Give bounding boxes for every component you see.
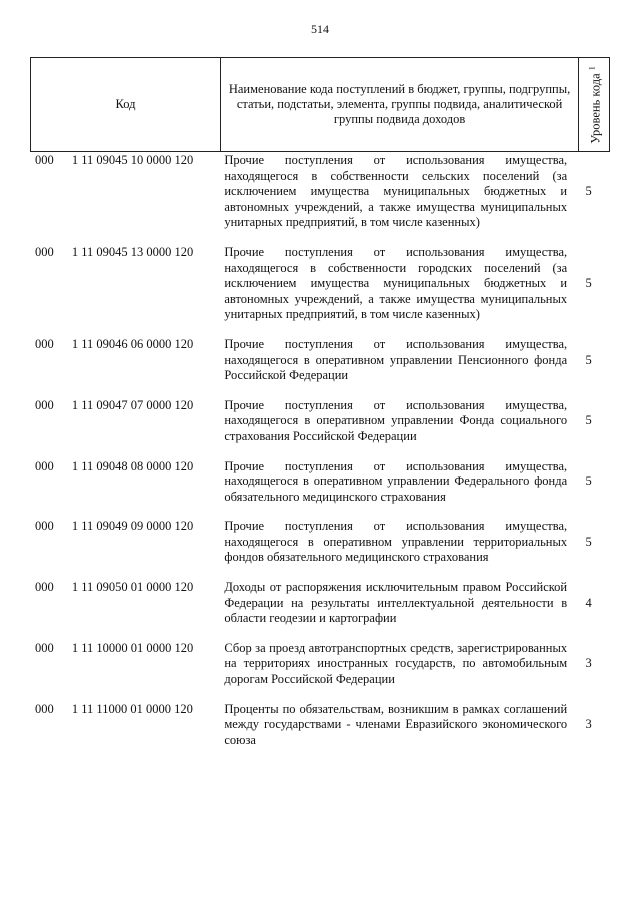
code-level: 5	[585, 352, 592, 367]
admin-code: 000	[35, 244, 54, 259]
table-row	[30, 519, 610, 580]
income-name: Прочие поступления от использования имущества, находящегося в оперативном управлении Федерального фонда обязательного медицинского страхования	[224, 458, 568, 504]
income-name: Прочие поступления от использования имущества, находящегося в оперативном управлении территориальных фондов обязательного медицинского страхования	[224, 519, 568, 565]
admin-code: 000	[35, 640, 54, 655]
header-name: Наименование кода поступлений в бюджет, группы, подгруппы, статьи, подстатьи, элемента, группы подвида, аналитической группы подвида доходов	[220, 58, 578, 151]
income-name: Сбор за проезд автотранспортных средств, зарегистрированных на территориях иностранных государств, по автомобильным дорогам Российской Федерации	[224, 640, 568, 687]
admin-code: 000	[35, 519, 54, 534]
code-level: 5	[585, 184, 592, 199]
code-level: 3	[585, 717, 592, 732]
header-level-label: Уровень кода	[588, 72, 603, 144]
income-name: Прочие поступления от использования имущества, находящегося в собственности городских поселений (за исключением имущества муниципальных бюджетных и автономных учреждений, а также имущества муниципальных унитарных предприятий, в том числе казенных)	[224, 244, 568, 322]
income-code: 1 11 09047 07 0000 120	[71, 397, 194, 412]
income-name: Прочие поступления от использования имущества, находящегося в оперативном управлении Пенсионного фонда Российской Федерации	[224, 336, 568, 383]
table-row	[30, 245, 610, 337]
header-code: Код	[30, 58, 220, 151]
income-code: 1 11 09045 10 0000 120	[71, 153, 194, 167]
admin-code: 000	[35, 153, 54, 167]
table-row	[30, 459, 610, 520]
income-code: 1 11 09049 09 0000 120	[71, 519, 194, 534]
table-row	[30, 702, 610, 763]
income-name: Прочие поступления от использования имущества, находящегося в собственности сельских поселений (за исключением имущества муниципальных бюджетных и автономных учреждений, а также имущества муниципальных унитарных предприятий, в том числе казенных)	[224, 153, 568, 230]
admin-code: 000	[35, 336, 54, 351]
income-code: 1 11 09050 01 0000 120	[71, 580, 194, 595]
table-body	[30, 153, 610, 762]
income-code: 1 11 11000 01 0000 120	[71, 701, 193, 716]
header-level-footnote: 1	[587, 65, 597, 70]
header-level	[578, 58, 610, 151]
header-level-text	[585, 66, 604, 144]
code-level: 5	[585, 276, 592, 291]
income-name: Прочие поступления от использования имущества, находящегося в оперативном управлении Фонда социального страхования Российской Федерации	[224, 397, 568, 443]
admin-code: 000	[35, 701, 54, 716]
income-code: 1 11 09046 06 0000 120	[71, 336, 194, 351]
code-level: 5	[585, 413, 592, 428]
table-row	[30, 153, 610, 245]
income-code: 1 11 10000 01 0000 120	[71, 640, 194, 655]
admin-code: 000	[35, 580, 54, 595]
code-level: 5	[585, 474, 592, 489]
code-level: 5	[585, 534, 592, 549]
income-code: 1 11 09045 13 0000 120	[71, 244, 194, 259]
table-row	[30, 398, 610, 459]
table-row	[30, 337, 610, 398]
table-header	[30, 57, 610, 152]
table-row	[30, 580, 610, 641]
admin-code: 000	[35, 397, 54, 412]
income-name: Проценты по обязательствам, возникшим в рамках соглашений между государствами - членами Евразийского экономического союза	[224, 701, 568, 747]
code-level: 3	[585, 656, 592, 671]
code-level: 4	[585, 595, 592, 610]
admin-code: 000	[35, 458, 54, 473]
table-row	[30, 641, 610, 702]
page-number: 514	[311, 22, 329, 36]
income-name: Доходы от распоряжения исключительным правом Российской Федерации на результаты интеллектуальной деятельности в области геодезии и картографии	[224, 580, 568, 626]
income-code: 1 11 09048 08 0000 120	[71, 458, 194, 473]
